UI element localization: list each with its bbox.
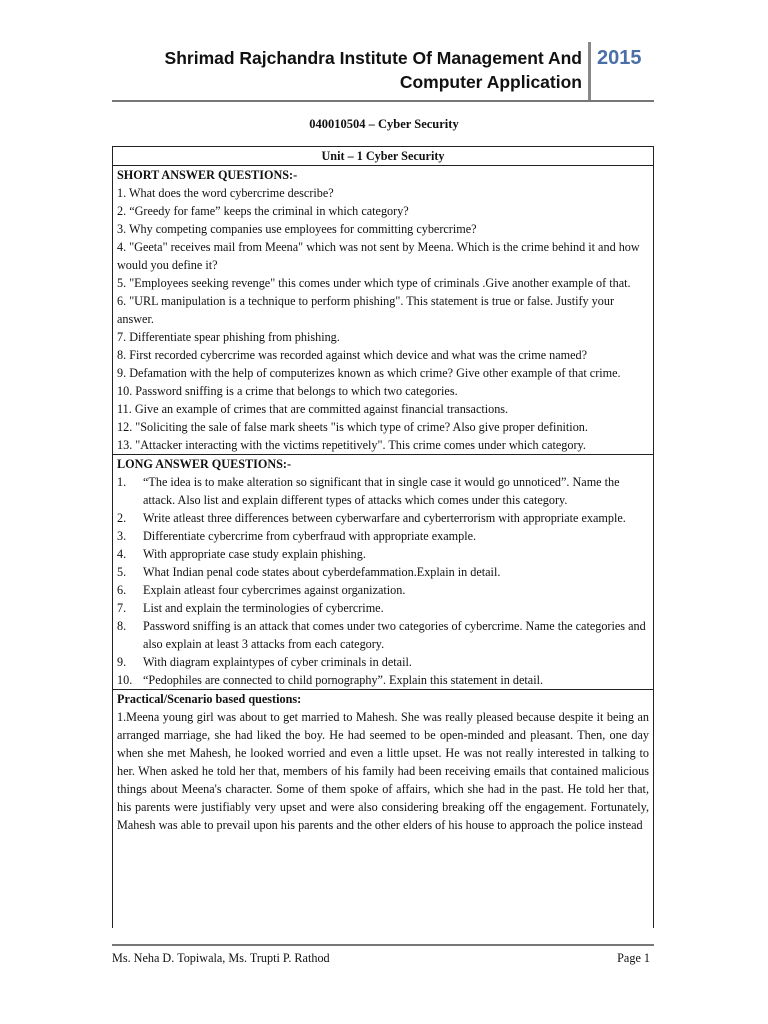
header-divider [588, 42, 591, 100]
long-question-number: 5. [117, 565, 127, 579]
long-question [117, 581, 649, 599]
long-question [117, 527, 649, 545]
long-question-text: “Pedophiles are connected to child pornography”. Explain this statement in detail. [143, 673, 544, 687]
long-question-number: 2. [117, 511, 127, 525]
short-question: 10. Password sniffing is a crime that belongs to which two categories. [117, 384, 458, 398]
long-answer-title: LONG ANSWER QUESTIONS:- [117, 457, 292, 471]
long-question-text: “The idea is to make alteration so significant that in single case it would go unnoticed”. Name the attack. Also list and explain different types of attacks which comes under this category. [143, 475, 620, 507]
question-table [112, 146, 654, 928]
short-question: 3. Why competing companies use employees for committing cybercrime? [117, 222, 477, 236]
long-question [117, 545, 649, 563]
header-rule [112, 100, 654, 102]
long-answer-section [113, 455, 653, 690]
subject-title: 040010504 – Cyber Security [309, 117, 459, 131]
short-answer-title: SHORT ANSWER QUESTIONS:- [117, 168, 298, 182]
long-question [117, 671, 649, 689]
long-question-list [117, 473, 649, 689]
long-question [117, 653, 649, 671]
long-question-text: Explain atleast four cybercrimes against organization. [143, 583, 406, 597]
short-question: 12. "Soliciting the sale of false mark sheets "is which type of crime? Also give proper definition. [117, 420, 588, 434]
institute-line-1: Shrimad Rajchandra Institute Of Management And [164, 48, 582, 68]
practical-section [113, 690, 653, 834]
short-question: 4. "Geeta" receives mail from Meena" which was not sent by Meena. Which is the crime behind it and how would you define it? [117, 240, 640, 272]
long-question-number: 7. [117, 601, 127, 615]
long-question [117, 473, 649, 509]
long-question-number: 4. [117, 547, 127, 561]
long-question-number: 6. [117, 583, 127, 597]
short-question: 6. "URL manipulation is a technique to perform phishing". This statement is true or false. Justify your answer. [117, 294, 615, 326]
practical-paragraph: 1.Meena young girl was about to get married to Mahesh. She was really pleased because despite it being an arranged marriage, she had liked the boy. He had seemed to be open-minded and pleasant. Then, one day when she met Mahesh, he looked worried and even a little upset. He was not really interested in talking to her. When asked he told her that, members of his family had been receiving emails that contained malicious things about Meena's character. Some of them spoke of affairs, which she had in the past. He told her that, his parents were justifiably very upset and were also considering breaking off the engagement. Fortunately, Mahesh was able to prevail upon his parents and the other elders of his house to approach the police instead [117, 710, 649, 832]
short-question: 5. "Employees seeking revenge" this comes under which type of criminals .Give another example of that. [117, 276, 631, 290]
footer-page-number: Page 1 [617, 951, 650, 965]
long-question-text: Write atleast three differences between cyberwarfare and cyberterrorism with appropriate example. [143, 511, 626, 525]
long-question [117, 563, 649, 581]
long-question-text: What Indian penal code states about cyberdefammation.Explain in detail. [143, 565, 501, 579]
long-question-text: Password sniffing is an attack that comes under two categories of cybercrime. Name the categories and also explain at least 3 attacks from each category. [143, 619, 646, 651]
footer-rule [112, 944, 654, 946]
short-question: 2. “Greedy for fame” keeps the criminal in which category? [117, 204, 409, 218]
long-question [117, 509, 649, 527]
practical-title: Practical/Scenario based questions: [117, 692, 302, 706]
long-question-text: List and explain the terminologies of cybercrime. [143, 601, 384, 615]
short-question: 13. "Attacker interacting with the victims repetitively". This crime comes under which category. [117, 438, 586, 452]
long-question-text: With diagram explaintypes of cyber criminals in detail. [143, 655, 412, 669]
institute-line-2: Computer Application [399, 72, 582, 92]
long-question-number: 1. [117, 475, 127, 489]
long-question [117, 617, 649, 653]
long-question-text: Differentiate cybercrime from cyberfraud with appropriate example. [143, 529, 477, 543]
short-question: 9. Defamation with the help of computerizes known as which crime? Give other example of that crime. [117, 366, 621, 380]
short-question: 11. Give an example of crimes that are committed against financial transactions. [117, 402, 509, 416]
short-answer-section [113, 166, 653, 455]
long-question-number: 3. [117, 529, 127, 543]
long-question-number: 10. [117, 673, 133, 687]
short-question: 7. Differentiate spear phishing from phishing. [117, 330, 340, 344]
long-question-number: 9. [117, 655, 127, 669]
footer-authors: Ms. Neha D. Topiwala, Ms. Trupti P. Rathod [112, 951, 330, 965]
page-header [0, 0, 768, 110]
long-question-text: With appropriate case study explain phishing. [143, 547, 366, 561]
long-question-number: 8. [117, 619, 127, 633]
unit-title: Unit – 1 Cyber Security [113, 147, 653, 166]
short-question: 1. What does the word cybercrime describe? [117, 186, 334, 200]
institute-name [165, 46, 582, 94]
short-question-list [117, 184, 649, 454]
short-question: 8. First recorded cybercrime was recorded against which device and what was the crime named? [117, 348, 588, 362]
long-question [117, 599, 649, 617]
header-year: 2015 [597, 47, 642, 69]
